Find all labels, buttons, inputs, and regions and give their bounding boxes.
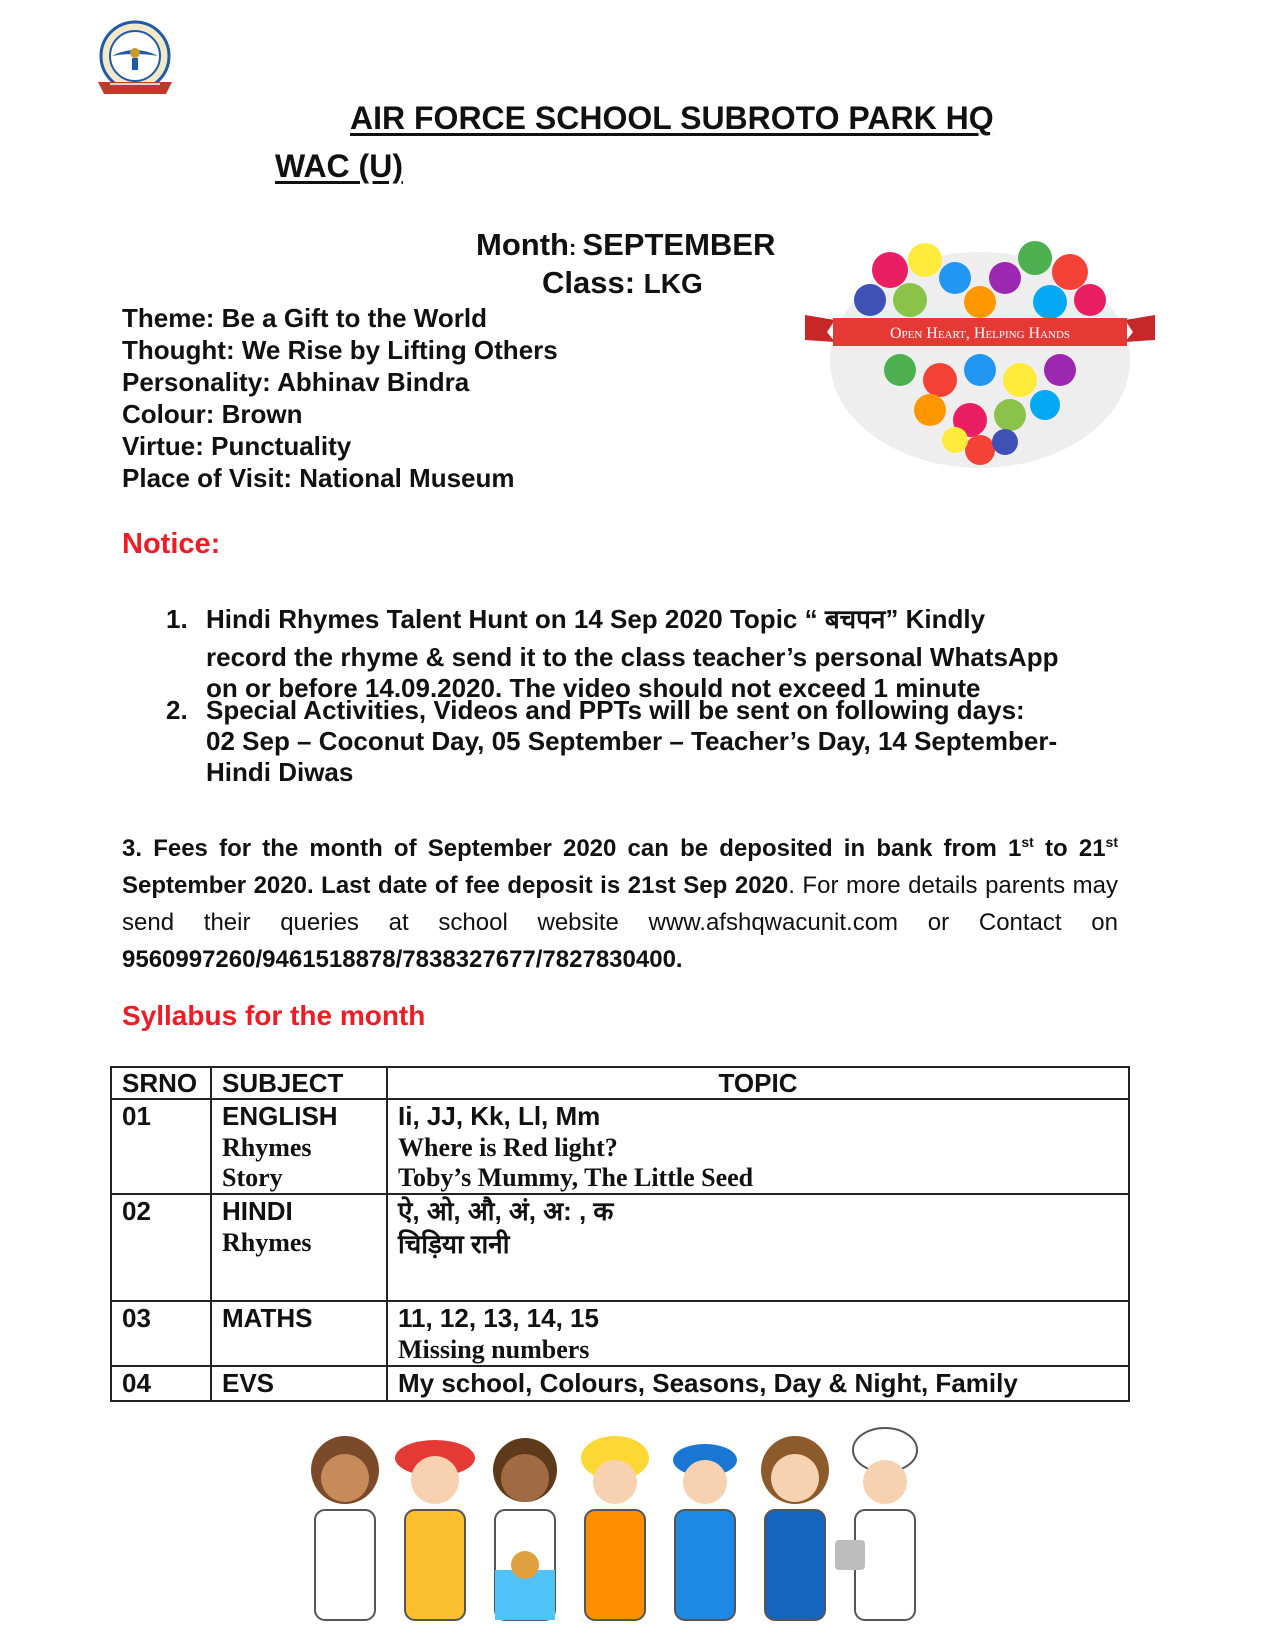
month-label: Month — [476, 227, 569, 262]
topic-cell: 11, 12, 13, 14, 15 Missing numbers — [387, 1301, 1129, 1366]
fees-sup: st — [1105, 834, 1118, 850]
month-value: SEPTEMBER — [582, 227, 776, 262]
child-nurse-icon — [761, 1436, 829, 1620]
month-line: Month: SEPTEMBER — [476, 227, 776, 262]
notice-item-line: Hindi Diwas — [206, 757, 354, 787]
personality-line: Personality: Abhinav Bindra — [122, 367, 470, 397]
subject-cell: HINDI Rhymes — [211, 1194, 387, 1301]
class-label: Class: — [542, 265, 636, 300]
helping-hands-heart-image — [805, 230, 1155, 470]
notice-heading: Notice: — [122, 528, 221, 560]
school-title: AIR FORCE SCHOOL SUBROTO PARK HQ — [350, 100, 994, 136]
topic-cell: My school, Colours, Seasons, Day & Night, Family — [387, 1366, 1129, 1401]
notice-item-number: 1. — [166, 604, 188, 634]
banner-text: Open Heart, Helping Hands — [889, 325, 1071, 342]
subject-cell: ENGLISH Rhymes Story — [211, 1099, 387, 1194]
child-vet-icon — [493, 1438, 557, 1620]
notice-item-number: 2. — [166, 695, 188, 725]
notice-item-line: 02 Sep – Coconut Day, 05 September – Teacher’s Day, 14 September- — [206, 726, 1058, 756]
topic-cell: Ii, JJ, Kk, Ll, Mm Where is Red light? Toby’s Mummy, The Little Seed — [387, 1099, 1129, 1194]
child-firefighter-icon — [395, 1440, 475, 1620]
colour-line: Colour: Brown — [122, 399, 303, 429]
place-of-visit-line: Place of Visit: National Museum — [122, 463, 515, 493]
school-logo — [90, 20, 180, 104]
fees-text: September 2020. Last date of fee deposit is 21st Sep 2020 — [122, 872, 789, 899]
table-row — [111, 1366, 1129, 1401]
table-row — [111, 1099, 1129, 1194]
subject-cell: MATHS — [211, 1301, 387, 1366]
syllabus-heading: Syllabus for the month — [122, 1000, 426, 1031]
contact-numbers: 9560997260/9461518878/7838327677/7827830400. — [122, 946, 683, 973]
notice-item-1 — [166, 600, 1126, 703]
table-row — [111, 1194, 1129, 1301]
child-chef-icon — [835, 1428, 917, 1620]
subject-cell: EVS — [211, 1366, 387, 1401]
class-value: LKG — [643, 268, 703, 299]
srno-cell: 02 — [111, 1194, 211, 1301]
month-details — [122, 302, 558, 494]
child-doctor-icon — [311, 1436, 379, 1620]
table-row — [111, 1301, 1129, 1366]
syllabus-table — [110, 1066, 1130, 1402]
notice-item-line: Hindi Rhymes Talent Hunt on 14 Sep 2020 Topic “ बचपन” Kindly — [206, 604, 986, 634]
srno-cell: 04 — [111, 1366, 211, 1401]
fees-sup: st — [1021, 834, 1034, 850]
class-line — [542, 265, 703, 301]
fees-text: 3. Fees for the month of September 2020 can be deposited in bank from 1 — [122, 835, 1022, 862]
column-header-topic: TOPIC — [387, 1067, 1129, 1099]
theme-line: Theme: Be a Gift to the World — [122, 303, 487, 333]
notice-item-line: record the rhyme & send it to the class teacher’s personal WhatsApp — [206, 642, 1059, 672]
notice-item-line: on or before 14.09.2020. The video should not exceed 1 minute — [206, 673, 981, 703]
thought-line: Thought: We Rise by Lifting Others — [122, 335, 558, 365]
fees-details: . For more details parents may send their queries at school website www.afshqwacunit.com or Contact on — [122, 872, 1119, 936]
notice-item-2 — [166, 695, 1126, 788]
notice-item-line: Special Activities, Videos and PPTs will be sent on following days: — [206, 695, 1025, 725]
srno-cell: 03 — [111, 1301, 211, 1366]
column-header-srno: SRNO — [111, 1067, 211, 1099]
srno-cell: 01 — [111, 1099, 211, 1194]
fees-text: to 21 — [1033, 835, 1106, 862]
topic-cell: ऐ, ओ, औ, अं, अ: , क चिड़िया रानी — [387, 1194, 1129, 1301]
school-subtitle: WAC (U) — [275, 148, 403, 184]
virtue-line: Virtue: Punctuality — [122, 431, 352, 461]
child-builder-icon — [581, 1436, 649, 1620]
child-mechanic-icon — [673, 1444, 737, 1620]
table-header-row — [111, 1067, 1129, 1099]
column-header-subject: SUBJECT — [211, 1067, 387, 1099]
children-professions-illustration — [300, 1420, 970, 1645]
fees-notice — [122, 824, 1118, 978]
